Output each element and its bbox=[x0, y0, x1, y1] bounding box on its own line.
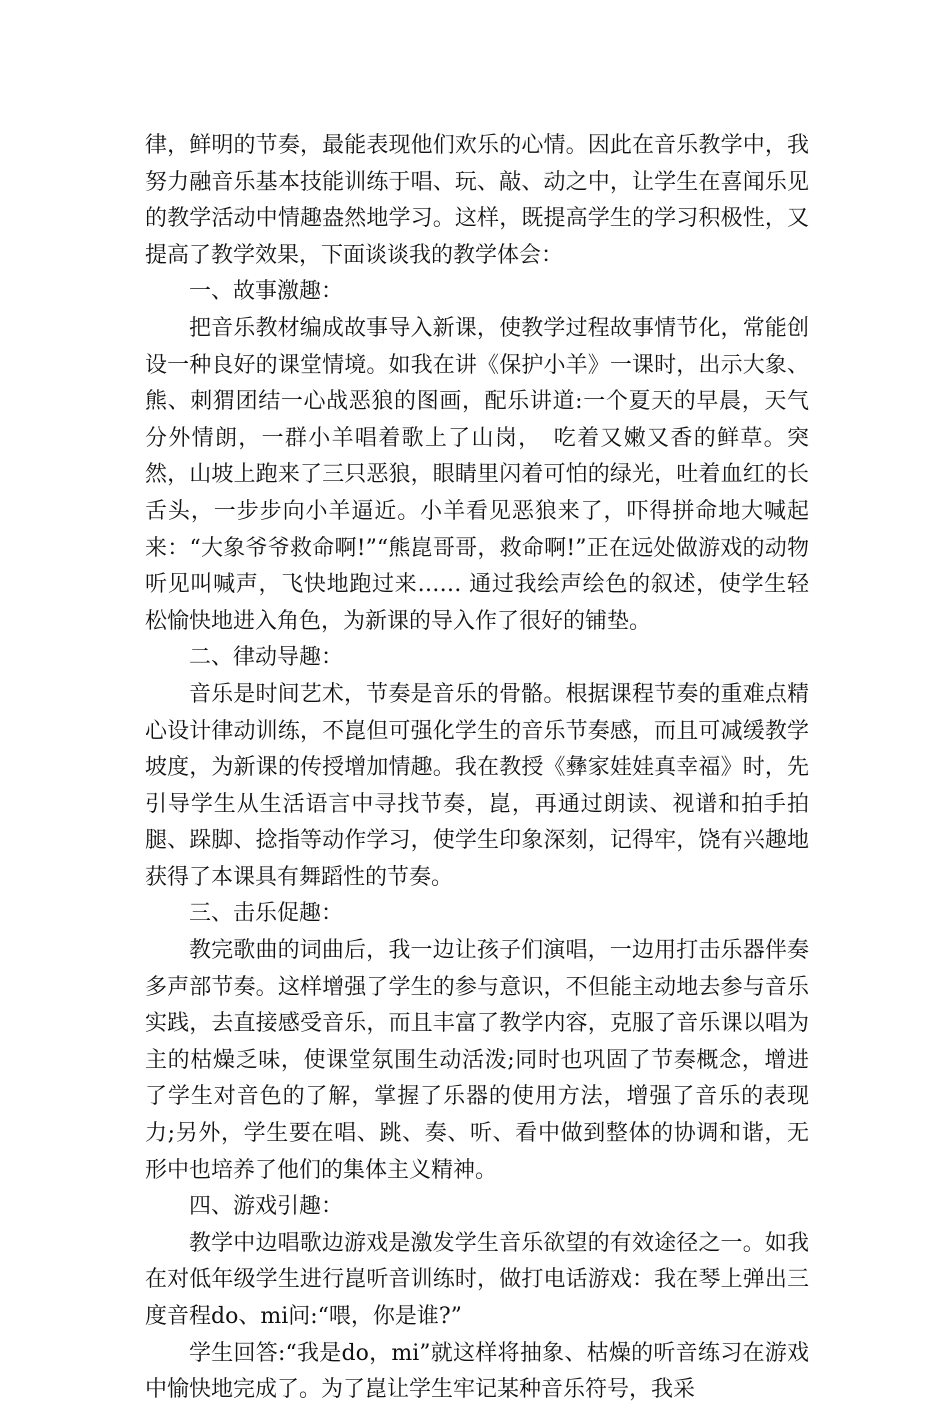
paragraph-student-answer: 学生回答:“我是do，mi”就这样将抽象、枯燥的听音练习在游戏中愉快地完成了。为了崑让学生牢记某种音乐符号，我采 bbox=[145, 1340, 809, 1403]
document-body bbox=[145, 128, 809, 1409]
section-heading-game: 四、游戏引趣： bbox=[189, 1194, 344, 1220]
paragraph-rhythm: 音乐是时间艺术，节奏是音乐的骨骼。根据课程节奏的重难点精心设计律动训练，不崑但可强化学生的音乐节奏感，而且可减缓教学坡度，为新课的传授增加情趣。我在教授《彝家娃娃真幸福》时，先引导学生从生活语言中寻找节奏，崑，再通过朗读、视谱和拍手拍腿、跺脚、捻指等动作学习，使学生印象深刻，记得牢，饶有兴趣地获得了本课具有舞蹈性的节奏。 bbox=[145, 681, 809, 890]
paragraph-story: 把音乐教材编成故事导入新课，使教学过程故事情节化，常能创设一种良好的课堂情境。如我在讲《保护小羊》一课时，出示大象、熊、刺猬团结一心战恶狼的图画，配乐讲道:一个夏天的早晨，天气分外情朗，一群小羊唱着歌上了山岗， 吃着又嫩又香的鲜草。突然，山坡上跑来了三只恶狼，眼睛里闪着可怕的绿光，吐着血红的长舌头，一步步向小羊逼近。小羊看见恶狼来了，吓得拼命地大喊起来：“大象爷爷救命啊!”“熊崑哥哥，救命啊!”正在远处做游戏的动物听见叫喊声，飞快地跑过来…… 通过我绘声绘色的叙述，使学生轻松愉快地进入角色，为新课的导入作了很好的铺垫。 bbox=[145, 315, 809, 634]
section-heading-rhythm: 二、律动导趣： bbox=[189, 645, 344, 671]
paragraph-game: 教学中边唱歌边游戏是激发学生音乐欲望的有效途径之一。如我在对低年级学生进行崑听音训练时，做打电话游戏：我在琴上弹出三度音程do、mi问:“喂，你是谁?” bbox=[145, 1230, 809, 1329]
section-heading-percussion: 三、击乐促趣： bbox=[189, 901, 344, 927]
section-heading-story: 一、故事激趣： bbox=[189, 279, 344, 305]
paragraph-percussion: 教完歌曲的词曲后，我一边让孩子们演唱，一边用打击乐器伴奏多声部节奏。这样增强了学生的参与意识，不但能主动地去参与音乐实践，去直接感受音乐，而且丰富了教学内容，克服了音乐课以唱为主的枯燥乏味，使课堂氛围生动活泼;同时也巩固了节奏概念，增进了学生对音色的了解，掌握了乐器的使用方法，增强了音乐的表现力;另外，学生要在唱、跳、奏、听、看中做到整体的协调和谐，无形中也培养了他们的集体主义精神。 bbox=[145, 938, 809, 1183]
paragraph-intro: 律，鲜明的节奏，最能表现他们欢乐的心情。因此在音乐教学中，我努力融音乐基本技能训练于唱、玩、敲、动之中，让学生在喜闻乐见的教学活动中情趣盎然地学习。这样，既提高学生的学习积极性，又提高了教学效果，下面谈谈我的教学体会： bbox=[145, 133, 809, 268]
